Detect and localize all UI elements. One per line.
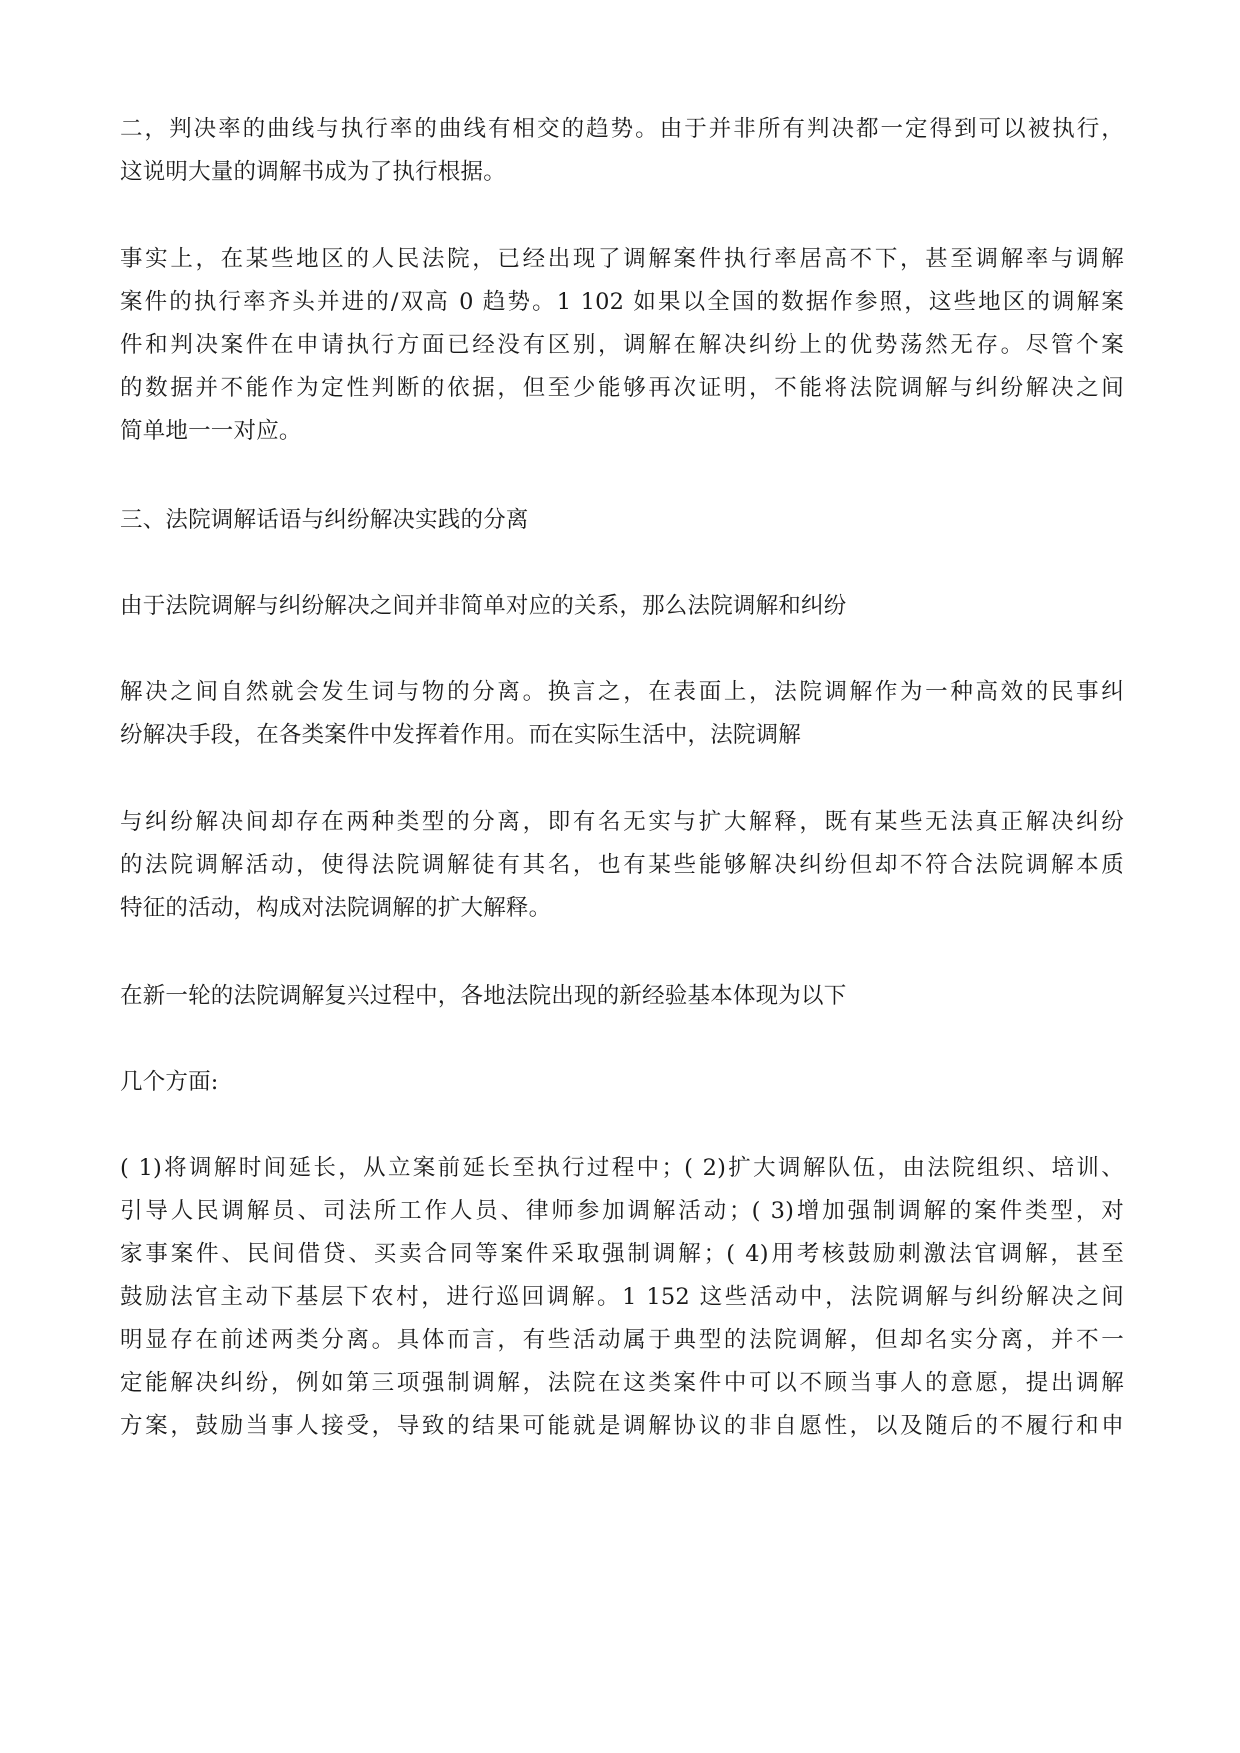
paragraph-1: [120, 108, 1124, 194]
text-line: 这说明大量的调解书成为了执行根据。: [120, 159, 506, 185]
text-line: 特征的活动，构成对法院调解的扩大解释。: [120, 895, 552, 921]
text-line: 二，判决率的曲线与执行率的曲线有相交的趋势。由于并非所有判决都一定得到可以被执行，: [120, 116, 1124, 142]
heading-text: 三、法院调解话语与纠纷解决实践的分离: [120, 507, 529, 533]
text-line: 明显存在前述两类分离。具体而言，有些活动属于典型的法院调解，但却名实分离，并不一: [120, 1327, 1124, 1353]
paragraph-8: [120, 1147, 1124, 1448]
text-line: 纷解决手段，在各类案件中发挥着作用。而在实际生活中，法院调解: [120, 722, 802, 748]
text-line: 鼓励法官主动下基层下农村，进行巡回调解。1 152 这些活动中，法院调解与纠纷解决之间: [120, 1284, 1124, 1310]
text-line: 定能解决纠纷，例如第三项强制调解，法院在这类案件中可以不顾当事人的意愿，提出调解: [120, 1370, 1124, 1396]
text-line: 的法院调解活动，使得法院调解徒有其名，也有某些能够解决纠纷但却不符合法院调解本质: [120, 852, 1124, 878]
paragraph-3: [120, 585, 1124, 628]
paragraph-2: [120, 238, 1124, 453]
text-line: 件和判决案件在申请执行方面已经没有区别，调解在解决纠纷上的优势荡然无存。尽管个案: [120, 332, 1124, 358]
section-heading: [120, 499, 1124, 542]
paragraph-5: [120, 801, 1124, 930]
text-line: ( 1)将调解时间延长，从立案前延长至执行过程中；( 2)扩大调解队伍，由法院组织、培训、: [120, 1155, 1124, 1181]
text-line: 案件的执行率齐头并进的/双高 0 趋势。1 102 如果以全国的数据作参照，这些地区的调解案: [120, 289, 1124, 315]
text-line: 解决之间自然就会发生词与物的分离。换言之，在表面上，法院调解作为一种高效的民事纠: [120, 679, 1124, 705]
text-line: 方案，鼓励当事人接受，导致的结果可能就是调解协议的非自愿性，以及随后的不履行和申: [120, 1413, 1124, 1439]
paragraph-4: [120, 671, 1124, 757]
text-line: 的数据并不能作为定性判断的依据，但至少能够再次证明，不能将法院调解与纠纷解决之间: [120, 375, 1124, 401]
paragraph-7: [120, 1061, 1124, 1104]
text-line: 简单地一一对应。: [120, 418, 302, 444]
text-line: 由于法院调解与纠纷解决之间并非简单对应的关系，那么法院调解和纠纷: [120, 593, 847, 619]
text-line: 事实上，在某些地区的人民法院，已经出现了调解案件执行率居高不下，甚至调解率与调解: [120, 246, 1124, 272]
text-line: 家事案件、民间借贷、买卖合同等案件采取强制调解；( 4)用考核鼓励刺激法官调解，甚至: [120, 1241, 1124, 1267]
text-line: 几个方面:: [120, 1069, 219, 1095]
text-line: 与纠纷解决间却存在两种类型的分离，即有名无实与扩大解释，既有某些无法真正解决纠纷: [120, 809, 1124, 835]
paragraph-6: [120, 975, 1124, 1018]
text-line: 引导人民调解员、司法所工作人员、律师参加调解活动；( 3)增加强制调解的案件类型，对: [120, 1198, 1124, 1224]
text-line: 在新一轮的法院调解复兴过程中，各地法院出现的新经验基本体现为以下: [120, 983, 847, 1009]
